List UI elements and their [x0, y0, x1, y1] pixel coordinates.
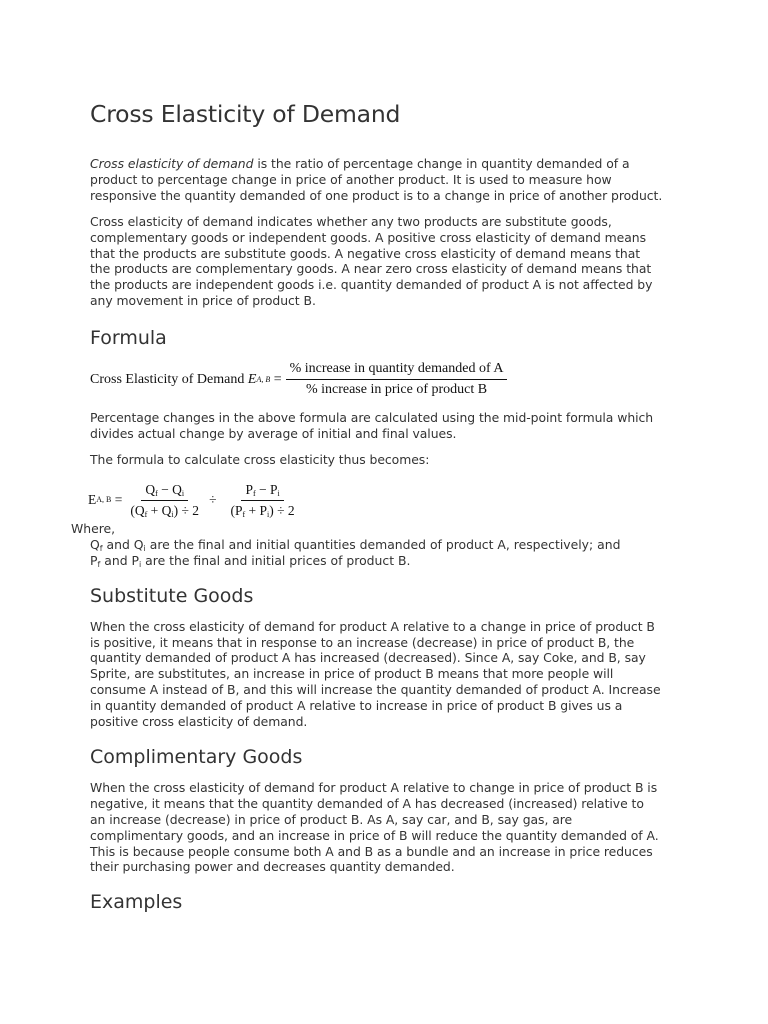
quantity-denominator [126, 501, 203, 519]
def1-q: Q [90, 536, 100, 552]
q-den-sub-i: i [171, 509, 174, 519]
formula-subscript: A, B [256, 374, 271, 384]
definition-quantities [90, 537, 690, 553]
variable-definitions [90, 537, 690, 569]
definition-prices [90, 553, 690, 569]
formula-fraction [286, 361, 508, 398]
formula-equals: = [273, 371, 282, 387]
q-sub-f: f [155, 488, 158, 498]
midpoint-formula: E A, B = $\frac{Q_f - Q_i}{(Q_f + Q_i) \div 2}$ ÷ $\frac{P_f - P_i}{(P_f + P_i) \div 2}$ [88, 482, 688, 519]
complimentary-goods-heading: Complimentary Goods [90, 745, 303, 768]
midpoint-symbol: E [88, 492, 97, 508]
def2-p-sub-f: f [97, 559, 101, 569]
price-denominator [226, 501, 298, 519]
q-sub-i: i [181, 488, 185, 498]
quantity-numerator [141, 482, 188, 501]
p-minus: − P [255, 481, 278, 497]
formula-numerator: % increase in quantity demanded of A [286, 361, 508, 380]
p-symbol: P [245, 481, 253, 497]
examples-heading: Examples [90, 891, 183, 914]
p-sub-i: i [277, 488, 280, 498]
def2-p-sub-i: i [138, 559, 142, 569]
price-numerator [241, 482, 283, 501]
q-den-close: ) ÷ 2 [173, 502, 200, 518]
p-den-sub-f: f [242, 509, 246, 519]
substitute-goods-paragraph: When the cross elasticity of demand for product A relative to a change in price of product B is positive, it means that in response to an increase (decrease) in price of product B, the quantity demanded of product A has increased (decreased). Since A, say Coke, and B, say Sprite, are substitutes, an increase in price of product B means that more people will consume A instead of B, and this will increase the quantity demanded of product A. Increase in quantity demanded of product A relative to increase in price of product B gives us a positive cross elasticity of demand. [90, 618, 661, 730]
q-minus: − Q [157, 481, 182, 497]
def2-p: P [90, 552, 98, 568]
q-den-sub-f: f [144, 509, 148, 519]
classification-paragraph: Cross elasticity of demand indicates whether any two products are substitute goods, complementary goods or independent goods. A positive cross elasticity of demand means that the products are substitute goods. A negative cross elasticity of demand means that the products are complementary goods. A near zero cross elasticity of demand means that the products are independent goods i.e. quantity demanded of product A is not affected by any movement in price of product B. [90, 213, 653, 309]
q-den-open: (Q [130, 502, 145, 518]
complimentary-goods-paragraph: When the cross elasticity of demand for product A relative to change in price of product B is negative, it means that the quantity demanded of A has decreased (increased) relative to an increase (decrease) in price of product B. As A, say car, and B, say gas, are complimentary goods, and an increase in price of B will reduce the quantity demanded of A. This is because people consume both A and B as a bundle and an increase in price reduces their purchasing power and decreases quantity demanded. [90, 779, 659, 875]
substitute-goods-heading: Substitute Goods [90, 584, 254, 607]
midpoint-equals: = [114, 492, 123, 508]
article-body [71, 100, 690, 925]
formula-intro-paragraph: The formula to calculate cross elasticity thus becomes: [90, 451, 430, 467]
intro-term: Cross elasticity of demand [90, 156, 254, 171]
formula-symbol: E [247, 371, 257, 387]
def2-and-p: and P [100, 552, 139, 568]
midpoint-paragraph: Percentage changes in the above formula are calculated using the mid-point formula which divides actual change by average of initial and final values. [90, 410, 654, 442]
quantity-fraction [126, 482, 203, 519]
intro-paragraph [90, 156, 690, 204]
where-label: Where, [71, 520, 116, 536]
def2-text: are the final and initial prices of product B. [141, 552, 411, 568]
formula-heading: Formula [90, 327, 167, 350]
divide-operator: ÷ [209, 492, 217, 508]
p-sub-f: f [252, 488, 256, 498]
formula-label: Cross Elasticity of Demand [90, 371, 245, 387]
p-den-plus: + P [245, 502, 268, 518]
price-fraction [226, 482, 298, 519]
def1-text: are the final and initial quantities demanded of product A, respectively; and [145, 536, 621, 552]
p-den-sub-i: i [267, 509, 270, 519]
def1-q-sub-f: f [99, 543, 103, 553]
q-den-plus: + Q [147, 502, 172, 518]
p-den-close: ) ÷ 2 [269, 502, 295, 518]
def1-and-q: and Q [102, 536, 144, 552]
formula-denominator: % increase in price of product B [305, 382, 488, 398]
p-den-open: (P [230, 502, 243, 518]
q-symbol: Q [145, 481, 156, 497]
cross-elasticity-formula [90, 361, 690, 398]
def1-q-sub-i: i [143, 543, 146, 553]
intro-text: is the ratio of percentage change in quantity demanded of a product to percentage change in price of another product. It is used to measure how responsive the quantity demanded of one product is to a change in price of another product. [90, 156, 663, 203]
page-title: Cross Elasticity of Demand [90, 100, 401, 128]
